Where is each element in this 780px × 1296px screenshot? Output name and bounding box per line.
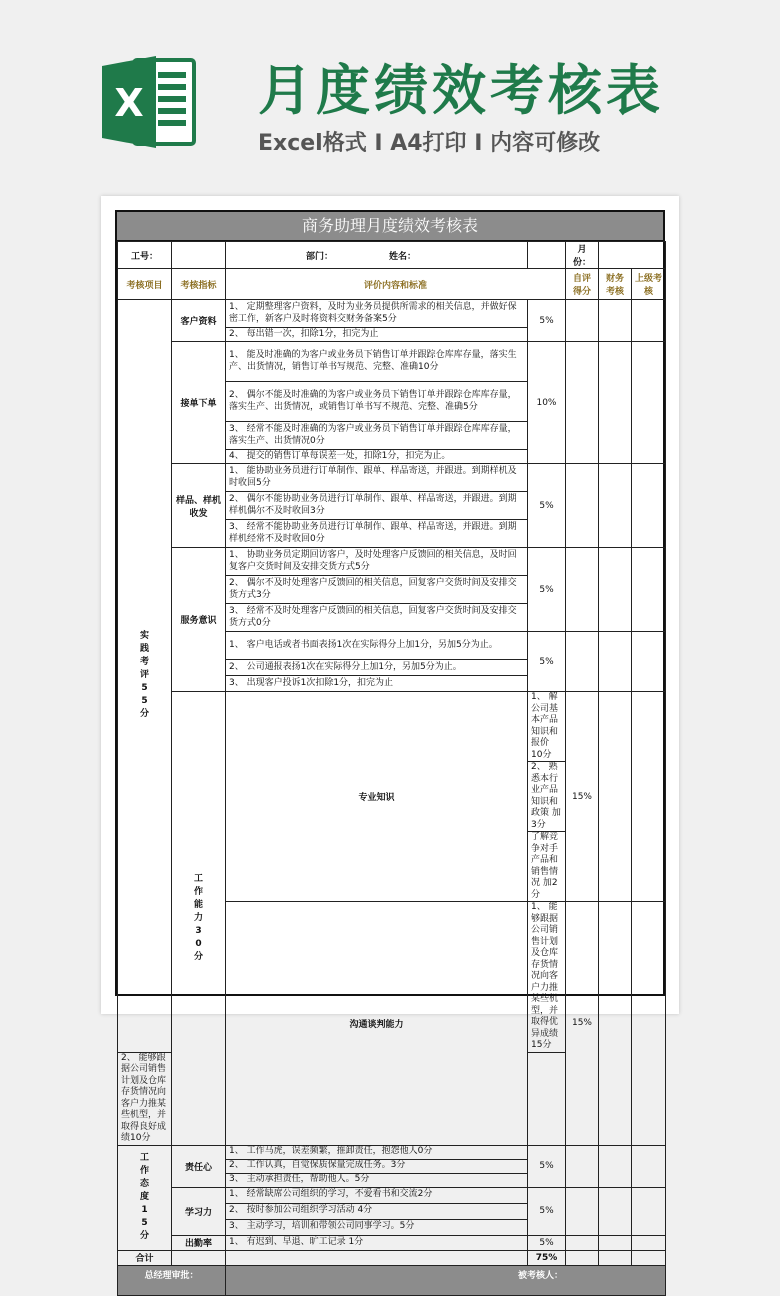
criterion: 2、 偶尔不及时处理客户反馈回的相关信息，回复客户交货时间及安排交货方式3分 (226, 576, 528, 604)
section-attitude (118, 1145, 172, 1250)
blank-cell (172, 1250, 226, 1265)
criterion: 1、 有迟到、早退、旷工记录 1分 (226, 1235, 528, 1250)
blank-cell (528, 242, 566, 269)
weight: 15% (566, 902, 599, 1146)
finance-score[interactable] (599, 548, 632, 632)
total-finance[interactable] (599, 1250, 632, 1265)
weight: 5% (528, 300, 566, 342)
table-row (118, 464, 666, 492)
weight: 5% (528, 1145, 566, 1187)
section-name: 实践考评55分 (139, 631, 149, 720)
weight: 10% (528, 342, 566, 464)
total-superior[interactable] (632, 1250, 666, 1265)
weight: 5% (528, 632, 566, 692)
banner (0, 0, 780, 180)
blank-cell (226, 1250, 528, 1265)
header-indicator: 考核指标 (172, 269, 226, 300)
table-row (118, 1187, 666, 1203)
criterion: 1、 能协助业务员进行订单制作、跟单、样品寄送，并跟进。到期样机及时收回5分 (226, 464, 528, 492)
document-page (101, 196, 679, 1281)
indicator-name: 学习力 (172, 1187, 226, 1235)
section-name: 工作态度15分 (139, 1153, 149, 1241)
finance-score[interactable] (599, 1187, 632, 1235)
finance-score[interactable] (599, 1235, 632, 1250)
criterion: 3、 经常不能协助业务员进行订单制作、跟单、样品寄送，并跟进。到期样机经常不及时收回0分 (226, 520, 528, 548)
indicator-name: 沟通谈判能力 (226, 902, 528, 1146)
department-name-cell[interactable] (226, 242, 528, 269)
self-score[interactable] (566, 464, 599, 548)
criterion: 3、 出现客户投诉1次扣除1分，扣完为止 (226, 676, 528, 692)
header-superior: 上级考核 (632, 269, 666, 300)
footer-row (118, 1265, 666, 1295)
header-finance: 财务考核 (599, 269, 632, 300)
self-score[interactable] (566, 632, 599, 692)
indicator-name: 责任心 (172, 1145, 226, 1187)
weight: 5% (528, 464, 566, 548)
indicator-name: 接单下单 (172, 342, 226, 464)
criterion: 3、 经常不能及时准确的为客户或业务员下销售订单并跟踪仓库库存量，落实生产、出货情况0分 (226, 422, 528, 450)
name-label: 姓名： (389, 251, 417, 262)
weight: 5% (528, 548, 566, 632)
table-row (118, 300, 666, 328)
criterion: 2、 工作认真，自觉保质保量完成任务。3分 (226, 1159, 528, 1173)
total-label: 合计 (118, 1250, 172, 1265)
criterion: 1、 协助业务员定期回访客户，及时处理客户反馈回的相关信息，及时回复客户交货时间及安排交货方式5分 (226, 548, 528, 576)
superior-score[interactable] (632, 1235, 666, 1250)
section-practice (118, 300, 172, 1053)
finance-score[interactable] (599, 1145, 632, 1187)
sheet-title: 商务助理月度绩效考核表 (117, 212, 663, 241)
self-score[interactable] (599, 902, 632, 1146)
criterion: 2、 能够跟据公司销售计划及仓库存货情况向客户力推某些机型，并取得良好成绩10分 (118, 1052, 172, 1145)
assessment-sheet (115, 210, 665, 1281)
finance-score[interactable] (599, 342, 632, 464)
table-row (118, 692, 666, 762)
gm-approval-label: 总经理审批： (118, 1265, 226, 1295)
finance-score[interactable] (599, 632, 632, 692)
assessment-table (117, 241, 666, 1296)
superior-score[interactable] (632, 1187, 666, 1235)
table-row (118, 342, 666, 382)
self-score[interactable] (566, 1235, 599, 1250)
self-score[interactable] (566, 342, 599, 464)
self-score[interactable] (566, 1187, 599, 1235)
table-row (118, 1145, 666, 1159)
banner-title: 月度绩效考核表 (258, 59, 664, 122)
table-row (118, 1235, 666, 1250)
superior-score[interactable] (632, 300, 666, 342)
section-name: 工作能力30分 (193, 873, 203, 962)
info-row (118, 242, 666, 269)
employee-no-value[interactable] (172, 242, 226, 269)
criterion: 2、 偶尔不能及时准确的为客户或业务员下销售订单并跟踪仓库库存量，落实生产、出货情况，或销售订单书写不规范、完整、准确5分 (226, 382, 528, 422)
criterion: 1、 能及时准确的为客户或业务员下销售订单并跟踪仓库库存量，落实生产、出货情况，销售订单书写规范、完整、准确10分 (226, 342, 528, 382)
finance-score[interactable] (632, 692, 666, 902)
self-score[interactable] (566, 548, 599, 632)
employee-no-label: 工号： (118, 242, 172, 269)
header-item: 考核项目 (118, 269, 172, 300)
superior-score[interactable] (632, 548, 666, 632)
criterion: 了解竞争对手产品和销售情况 加2分 (528, 832, 566, 902)
header-row (118, 269, 666, 300)
total-row (118, 1250, 666, 1265)
criterion: 1、 解公司基本产品知识和报价 10分 (528, 692, 566, 762)
criterion: 3、 经常不及时处理客户反馈回的相关信息，回复客户交货时间及安排交货方式0分 (226, 604, 528, 632)
header-self: 自评得分 (566, 269, 599, 300)
indicator-name: 出勤率 (172, 1235, 226, 1250)
weight: 15% (566, 692, 599, 902)
criterion: 1、 能够跟据公司销售计划及仓库存货情况向客户力推某些机型，并取得优异成绩15分 (528, 902, 566, 1053)
header-content: 评价内容和标准 (226, 269, 566, 300)
criterion: 1、 工作马虎，误差频繁，推卸责任，抱怨他人0分 (226, 1145, 528, 1159)
criterion: 1、 客户电话或者书面表扬1次在实际得分上加1分，另加5分为止。 (226, 632, 528, 660)
criterion: 4、 提交的销售订单每误差一处，扣除1分，扣完为止。 (226, 450, 528, 464)
assessee-label: 被考核人： (226, 1265, 666, 1295)
finance-score[interactable] (632, 902, 666, 1146)
self-score[interactable] (566, 300, 599, 342)
finance-score[interactable] (599, 300, 632, 342)
indicator-name: 服务意识 (172, 548, 226, 692)
month-value[interactable] (599, 242, 666, 269)
criterion: 3、 主动学习，培训和带领公司同事学习。5分 (226, 1219, 528, 1235)
finance-score[interactable] (599, 464, 632, 548)
self-score[interactable] (599, 692, 632, 902)
criterion: 2、 每出错一次，扣除1分，扣完为止 (226, 328, 528, 342)
criterion: 2、 偶尔不能协助业务员进行订单制作、跟单、样品寄送，并跟进。到期样机偶尔不及时收回3分 (226, 492, 528, 520)
indicator-name: 客户资料 (172, 300, 226, 342)
total-self[interactable] (566, 1250, 599, 1265)
weight: 5% (528, 1235, 566, 1250)
excel-icon (100, 52, 198, 152)
indicator-name: 专业知识 (226, 692, 528, 902)
superior-score[interactable] (632, 342, 666, 464)
criterion: 3、 主动承担责任，帮助他人。5分 (226, 1173, 528, 1187)
superior-score[interactable] (632, 1145, 666, 1187)
excel-logo-letter: X (114, 81, 144, 125)
banner-subtitle: Excel格式 Ⅰ A4打印 Ⅰ 内容可修改 (258, 131, 601, 156)
criterion: 2、 按时参加公司组织学习活动 4分 (226, 1203, 528, 1219)
self-score[interactable] (566, 1145, 599, 1187)
total-weight: 75% (528, 1250, 566, 1265)
criterion: 2、 公司通报表扬1次在实际得分上加1分，另加5分为止。 (226, 660, 528, 676)
indicator-name: 样品、样机收发 (172, 464, 226, 548)
section-ability (172, 692, 226, 1146)
criterion: 2、 熟悉本行业产品知识和政策 加 3分 (528, 762, 566, 832)
criterion: 1、 经常缺席公司组织的学习，不爱看书和交流2分 (226, 1187, 528, 1203)
weight: 5% (528, 1187, 566, 1235)
department-label: 部门： (306, 251, 334, 262)
superior-score[interactable] (632, 464, 666, 548)
month-label: 月份： (566, 242, 599, 269)
table-row (118, 548, 666, 576)
superior-score[interactable] (632, 632, 666, 692)
criterion: 1、 定期整理客户资料，及时为业务员提供所需求的相关信息，并做好保密工作，新客户及时将资料交财务备案5分 (226, 300, 528, 328)
